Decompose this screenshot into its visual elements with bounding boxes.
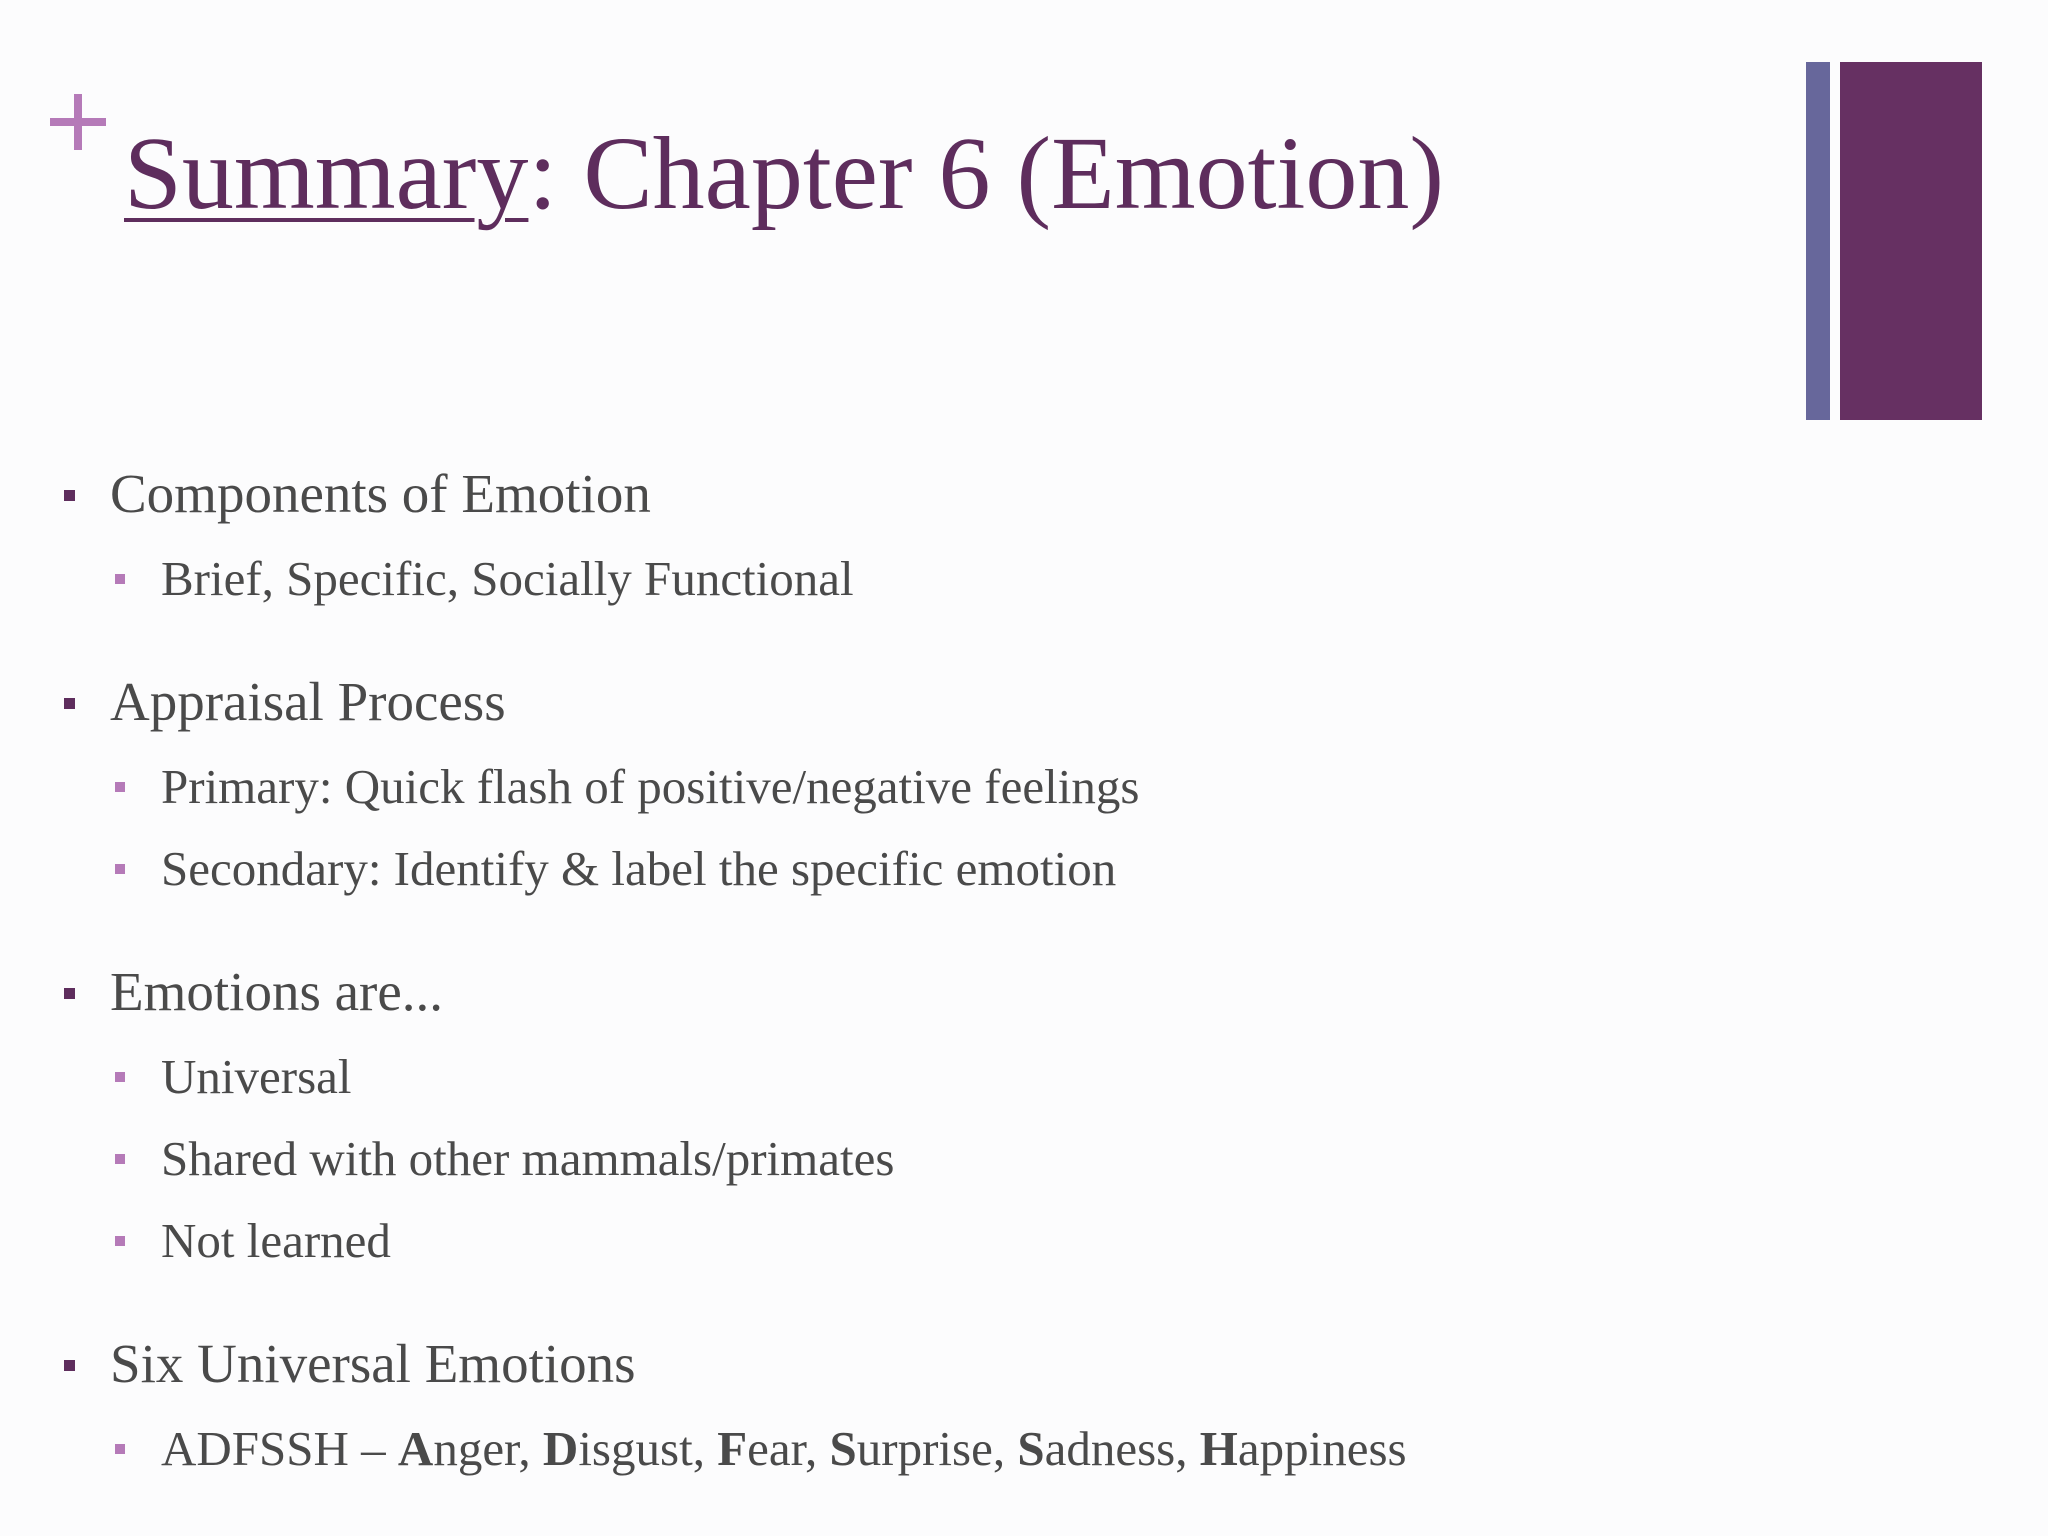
title-summary-link[interactable]: Summary xyxy=(124,116,529,231)
acronym-word-rest: nger xyxy=(433,1421,519,1476)
acronym-line xyxy=(161,1420,1407,1477)
acronym-letter: S xyxy=(829,1421,857,1476)
acronym-letter: D xyxy=(542,1421,579,1476)
acronym-letter: H xyxy=(1199,1421,1238,1476)
acronym-word-rest: isgust xyxy=(578,1421,693,1476)
square-bullet-icon xyxy=(115,864,125,874)
accent-bar-thin xyxy=(1806,62,1830,420)
acronym-word-rest: urprise xyxy=(856,1421,993,1476)
square-bullet-icon xyxy=(115,574,125,584)
acronym-separator: , xyxy=(518,1421,543,1476)
acronym-word-rest: adness xyxy=(1044,1421,1176,1476)
square-bullet-icon xyxy=(64,698,75,709)
plus-icon xyxy=(50,94,106,150)
acronym-letter: F xyxy=(717,1421,748,1476)
accent-bar-wide xyxy=(1840,62,1982,420)
acronym-letter: A xyxy=(397,1421,434,1476)
square-bullet-icon xyxy=(115,1154,125,1164)
square-bullet-icon xyxy=(115,1444,125,1454)
acronym-word-rest: appiness xyxy=(1237,1421,1407,1476)
acronym-word-rest: ear xyxy=(747,1421,805,1476)
square-bullet-icon xyxy=(64,988,75,999)
acronym-prefix: ADFSSH – xyxy=(161,1421,398,1476)
acronym-separator: , xyxy=(1175,1421,1200,1476)
title-rest: : Chapter 6 (Emotion) xyxy=(528,116,1445,231)
square-bullet-icon xyxy=(64,1360,75,1371)
slide: Summary: Chapter 6 (Emotion) Components of Emotion Brief, Specific, Socially Functional Appraisal Process Primary: Quick flash of positive/negative feelings Secondary: Identify & label the specific emotion Emotions are... Universal Shared with other mammals/primates Not learned Six Universal Emotions ADFSSH – Anger, Disgust, Fear, Surprise, Sadness, Happiness xyxy=(0,0,2048,1536)
square-bullet-icon xyxy=(64,490,75,501)
acronym-separator: , xyxy=(692,1421,718,1476)
acronym-letter: S xyxy=(1017,1421,1045,1476)
slide-title xyxy=(124,116,1445,231)
acronym-separator: , xyxy=(804,1421,830,1476)
square-bullet-icon xyxy=(115,1072,125,1082)
square-bullet-icon xyxy=(115,1236,125,1246)
acronym-separator: , xyxy=(992,1421,1018,1476)
square-bullet-icon xyxy=(115,782,125,792)
